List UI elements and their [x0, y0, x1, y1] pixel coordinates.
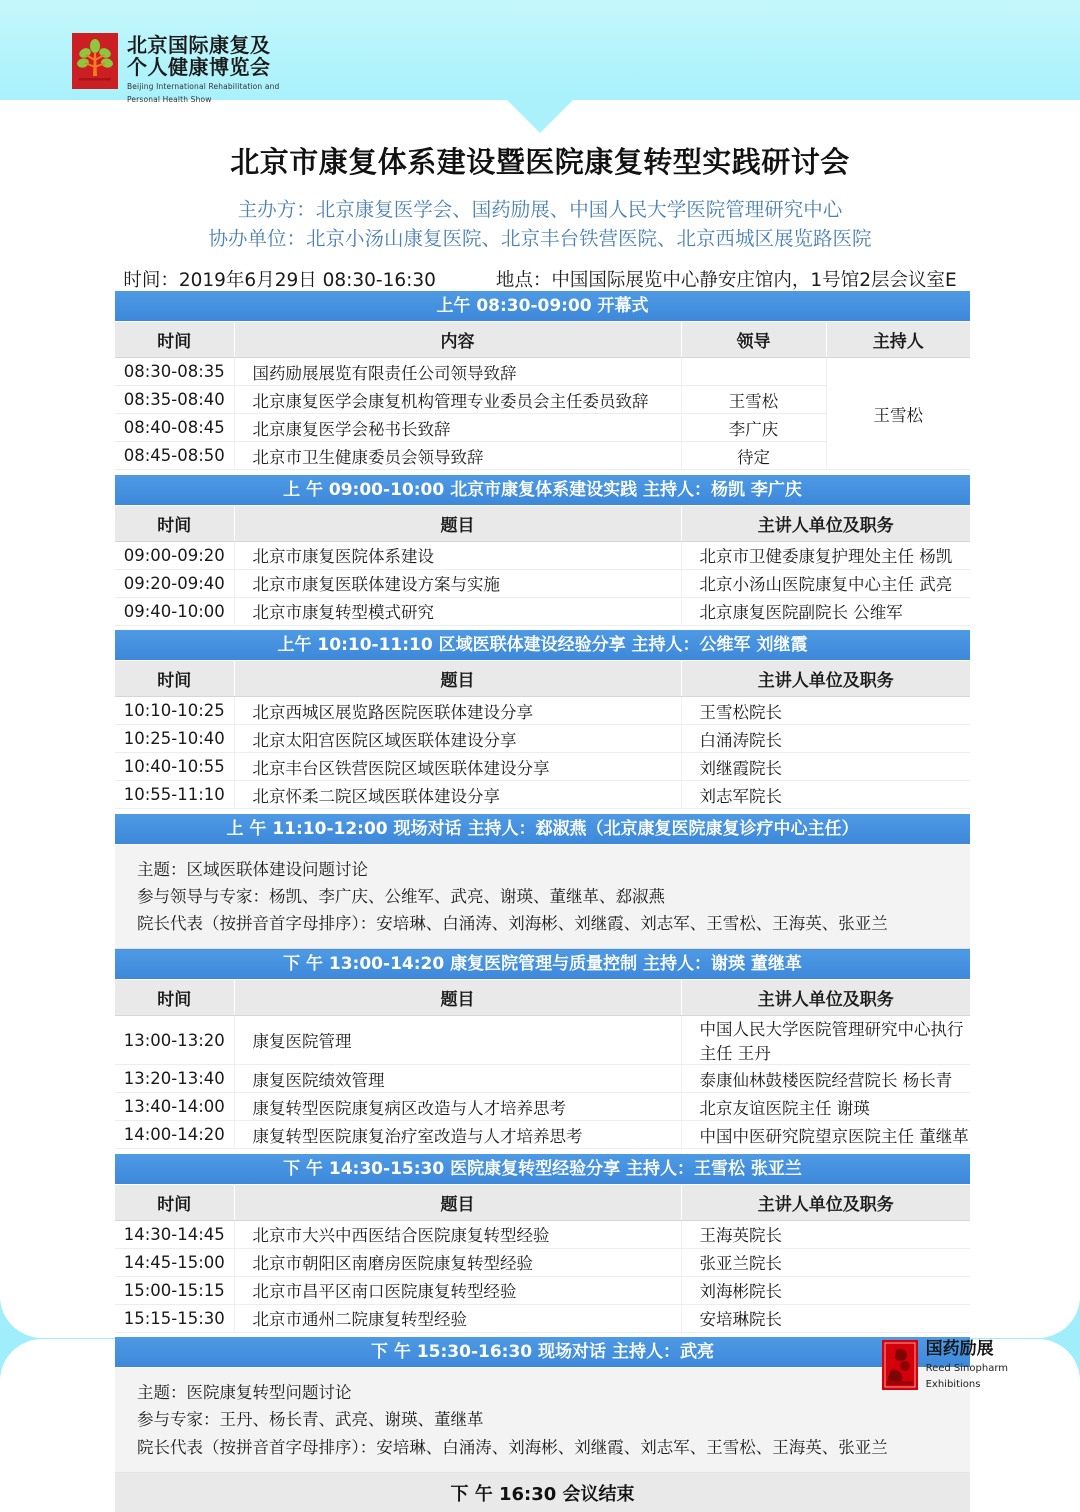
- cell-content: 北京康复医学会秘书长致辞: [234, 414, 681, 442]
- section-band-row: [115, 1154, 970, 1185]
- section-band-row: [115, 949, 970, 980]
- cell-speaker: 王海英院长: [681, 1220, 970, 1248]
- tree-logo-icon: [72, 33, 118, 89]
- cell-speaker: 王雪松院长: [681, 697, 970, 725]
- table-row: [115, 1093, 970, 1121]
- section-band-row: [115, 1337, 970, 1368]
- cell-topic: 康复医院管理: [234, 1016, 681, 1065]
- cell-topic: 北京市康复医院体系建设: [234, 541, 681, 569]
- col-header-speaker: 主讲人单位及职务: [681, 505, 970, 541]
- cell-speaker: 北京康复医院副院长 公维军: [681, 597, 970, 625]
- sponsor-name-en-1: Reed Sinopharm: [925, 1363, 1008, 1374]
- brand-name-en-2: Personal Health Show: [127, 94, 212, 104]
- panel-discussion-line: 主题：区域医联体建设问题讨论: [137, 859, 368, 879]
- cell-topic: 康复转型医院康复病区改造与人才培养思考: [234, 1093, 681, 1121]
- panel-discussion-content: [115, 844, 970, 949]
- section-band-label: 上 午 11:10-12:00 现场对话 主持人：郄淑燕（北京康复医院康复诊疗中心主任）: [115, 814, 970, 845]
- cell-content: 北京康复医学会康复机构管理专业委员会主任委员致辞: [234, 386, 681, 414]
- table-row: [115, 1065, 970, 1093]
- page-title: 北京市康复体系建设暨医院康复转型实践研讨会: [230, 145, 850, 179]
- col-header-topic: 题目: [234, 980, 681, 1016]
- cell-speaker: 泰康仙林鼓楼医院经营院长 杨长青: [681, 1065, 970, 1093]
- col-header-speaker: 主讲人单位及职务: [681, 980, 970, 1016]
- col-header-topic: 题目: [234, 661, 681, 697]
- col-header-speaker: 主讲人单位及职务: [681, 661, 970, 697]
- sponsor-name-cn: 国药励展: [925, 1339, 994, 1360]
- cell-host: 王雪松: [826, 358, 970, 470]
- cell-time: 09:20-09:40: [115, 569, 234, 597]
- closing-label: 下 午 16:30 会议结束: [115, 1472, 970, 1512]
- section-band-row: [115, 291, 970, 322]
- panel-discussion-line: 院长代表（按拼音首字母排序）：安培琳、白涌涛、刘海彬、刘继霞、刘志军、王雪松、王海英、张亚兰: [137, 1437, 888, 1457]
- brand-name-cn-2: 个人健康博览会: [127, 55, 271, 80]
- cell-time: 10:25-10:40: [115, 725, 234, 753]
- panel-discussion-line: 院长代表（按拼音首字母排序）：安培琳、白涌涛、刘海彬、刘继霞、刘志军、王雪松、王海英、张亚兰: [137, 913, 888, 933]
- sponsor-name-en-2: Exhibitions: [925, 1379, 981, 1390]
- table-row: [115, 1276, 970, 1304]
- cell-speaker: 北京市卫健委康复护理处主任 杨凯: [681, 541, 970, 569]
- cell-topic: 北京市昌平区南口医院康复转型经验: [234, 1276, 681, 1304]
- cell-time: 14:00-14:20: [115, 1121, 234, 1149]
- col-header-time: 时间: [115, 322, 234, 358]
- table-row: [115, 1016, 970, 1065]
- cell-leader: 李广庆: [681, 414, 826, 442]
- title-block: [0, 140, 1080, 292]
- cell-time: 08:40-08:45: [115, 414, 234, 442]
- cell-time: 08:45-08:50: [115, 442, 234, 470]
- section-band-label: 下 午 13:00-14:20 康复医院管理与质量控制 主持人：谢瑛 董继革: [115, 949, 970, 980]
- cell-speaker: 刘志军院长: [681, 781, 970, 809]
- cell-topic: 康复转型医院康复治疗室改造与人才培养思考: [234, 1121, 681, 1149]
- panel-discussion-row: [115, 844, 970, 949]
- cell-time: 13:40-14:00: [115, 1093, 234, 1121]
- cell-topic: 北京怀柔二院区域医联体建设分享: [234, 781, 681, 809]
- brand-name-en-1: Beijing International Rehabilitation and: [127, 81, 280, 91]
- table-row: [115, 1121, 970, 1149]
- cell-leader: [681, 358, 826, 386]
- sponsor-seal-icon: [882, 1340, 918, 1390]
- cell-time: 14:45-15:00: [115, 1248, 234, 1276]
- event-venue: 地点：中国国际展览中心静安庄馆内，1号馆2层会议室E: [495, 269, 957, 291]
- cell-speaker: 北京友谊医院主任 谢瑛: [681, 1093, 970, 1121]
- cell-topic: 北京丰台区铁营医院区域医联体建设分享: [234, 753, 681, 781]
- table-row: [115, 541, 970, 569]
- table-row: [115, 1248, 970, 1276]
- cell-speaker: 刘继霞院长: [681, 753, 970, 781]
- panel-discussion-line: 参与专家：王丹、杨长青、武亮、谢瑛、董继革: [137, 1410, 484, 1430]
- panel-discussion-content: [115, 1368, 970, 1473]
- cell-time: 10:10-10:25: [115, 697, 234, 725]
- cell-topic: 北京太阳宫医院区域医联体建设分享: [234, 725, 681, 753]
- cell-speaker: 刘海彬院长: [681, 1276, 970, 1304]
- col-header-topic: 题目: [234, 505, 681, 541]
- table-row: [115, 725, 970, 753]
- column-header-row: [115, 1184, 970, 1220]
- panel-discussion-row: [115, 1368, 970, 1473]
- cell-speaker: 北京小汤山医院康复中心主任 武亮: [681, 569, 970, 597]
- cell-speaker: 张亚兰院长: [681, 1248, 970, 1276]
- section-band-label: 上午 10:10-11:10 区域医联体建设经验分享 主持人：公维军 刘继霞: [115, 630, 970, 661]
- cell-speaker: 中国人民大学医院管理研究中心执行主任 王丹: [681, 1016, 970, 1065]
- cell-content: 北京市卫生健康委员会领导致辞: [234, 442, 681, 470]
- section-band-label: 下 午 14:30-15:30 医院康复转型经验分享 主持人：王雪松 张亚兰: [115, 1154, 970, 1185]
- cell-leader: 王雪松: [681, 386, 826, 414]
- cell-topic: 北京西城区展览路医院医联体建设分享: [234, 697, 681, 725]
- col-header-host: 主持人: [826, 322, 970, 358]
- section-band-label: 上 午 09:00-10:00 北京市康复体系建设实践 主持人：杨凯 李广庆: [115, 475, 970, 506]
- brand-logo: [72, 33, 279, 105]
- column-header-row: [115, 661, 970, 697]
- cell-topic: 康复医院绩效管理: [234, 1065, 681, 1093]
- cell-time: 09:40-10:00: [115, 597, 234, 625]
- cell-time: 09:00-09:20: [115, 541, 234, 569]
- cell-time: 14:30-14:45: [115, 1220, 234, 1248]
- cell-time: 10:40-10:55: [115, 753, 234, 781]
- cell-time: 10:55-11:10: [115, 781, 234, 809]
- cell-leader: 待定: [681, 442, 826, 470]
- coorganizer-line: 协办单位：北京小汤山康复医院、北京丰台铁营医院、北京西城区展览路医院: [208, 227, 872, 251]
- cell-time: 13:20-13:40: [115, 1065, 234, 1093]
- col-header-content: 内容: [234, 322, 681, 358]
- col-header-time: 时间: [115, 1184, 234, 1220]
- col-header-topic: 题目: [234, 1184, 681, 1220]
- cell-speaker: 白涌涛院长: [681, 725, 970, 753]
- cell-time: 15:15-15:30: [115, 1304, 234, 1332]
- organizer-line: 主办方：北京康复医学会、国药励展、中国人民大学医院管理研究中心: [237, 198, 843, 221]
- col-header-speaker: 主讲人单位及职务: [681, 1184, 970, 1220]
- section-band-row: [115, 814, 970, 845]
- cell-topic: 北京市大兴中西医结合医院康复转型经验: [234, 1220, 681, 1248]
- section-band-label: 下 午 15:30-16:30 现场对话 主持人：武亮: [115, 1337, 970, 1368]
- cell-time: 13:00-13:20: [115, 1016, 234, 1065]
- cell-speaker: 中国中医研究院望京医院主任 董继革: [681, 1121, 970, 1149]
- closing-row: [115, 1472, 970, 1512]
- schedule-table: [115, 291, 970, 1512]
- table-row: [115, 1220, 970, 1248]
- col-header-leader: 领导: [681, 322, 826, 358]
- table-row: [115, 569, 970, 597]
- table-row: [115, 358, 970, 386]
- cell-time: 08:35-08:40: [115, 386, 234, 414]
- cell-topic: 北京市康复转型模式研究: [234, 597, 681, 625]
- header-notch-triangle: [507, 100, 573, 133]
- table-row: [115, 697, 970, 725]
- brand-name-cn-1: 北京国际康复及: [127, 33, 271, 57]
- cell-time: 08:30-08:35: [115, 358, 234, 386]
- panel-discussion-line: 主题：医院康复转型问题讨论: [137, 1383, 352, 1403]
- col-header-time: 时间: [115, 980, 234, 1016]
- table-row: [115, 597, 970, 625]
- table-row: [115, 1304, 970, 1332]
- col-header-time: 时间: [115, 661, 234, 697]
- cell-speaker: 安培琳院长: [681, 1304, 970, 1332]
- column-header-row: [115, 505, 970, 541]
- col-header-time: 时间: [115, 505, 234, 541]
- cell-content: 国药励展展览有限责任公司领导致辞: [234, 358, 681, 386]
- table-row: [115, 781, 970, 809]
- event-time: 时间：2019年6月29日 08:30-16:30: [123, 269, 436, 291]
- section-band-label: 上午 08:30-09:00 开幕式: [115, 291, 970, 322]
- section-band-row: [115, 475, 970, 506]
- column-header-row: [115, 322, 970, 358]
- panel-discussion-line: 参与领导与专家：杨凯、李广庆、公维军、武亮、谢瑛、董继革、郄淑燕: [137, 886, 665, 906]
- sponsor-logo: [882, 1340, 1008, 1391]
- column-header-row: [115, 980, 970, 1016]
- cell-topic: 北京市通州二院康复转型经验: [234, 1304, 681, 1332]
- cell-time: 15:00-15:15: [115, 1276, 234, 1304]
- section-band-row: [115, 630, 970, 661]
- cell-topic: 北京市朝阳区南磨房医院康复转型经验: [234, 1248, 681, 1276]
- cell-topic: 北京市康复医联体建设方案与实施: [234, 569, 681, 597]
- table-row: [115, 753, 970, 781]
